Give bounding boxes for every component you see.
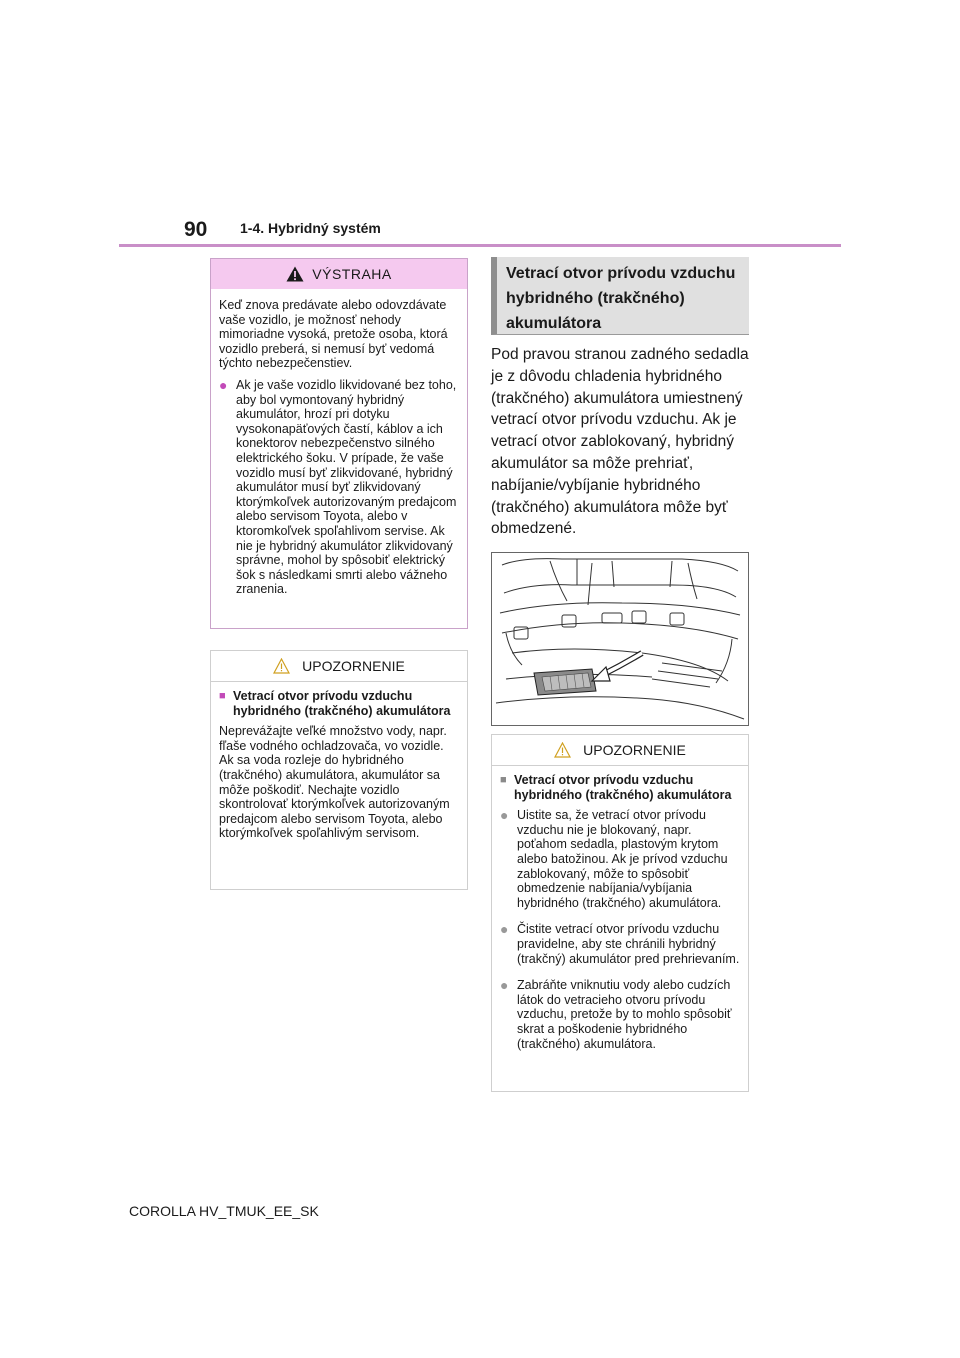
footer-model: COROLLA HV_TMUK_EE_SK: [129, 1203, 319, 1219]
warning-header: [211, 259, 467, 289]
notice-title: UPOZORNENIE: [302, 658, 405, 674]
square-bullet-icon: ■: [219, 690, 226, 702]
section-heading: Vetrací otvor prívodu vzduchu hybridného (trakčného) akumulátora: [491, 257, 749, 335]
notice-subheading: [219, 689, 459, 718]
square-bullet-icon: ■: [500, 774, 507, 786]
list-item: [500, 922, 740, 966]
section-title: 1-4. Hybridný systém: [240, 220, 381, 236]
page-number: 90: [184, 218, 208, 241]
rear-seat-vent-drawing: [492, 553, 748, 725]
notice-bullet-text: Zabráňte vniknutiu vody alebo cudzích látok do vetracieho otvoru prívodu vzduchu, pretože by to mohlo spôsobiť skrat a poškodenie hybridného (trakčného) akumulátora.: [517, 978, 732, 1051]
notice-title: UPOZORNENIE: [583, 742, 686, 758]
list-item: [500, 808, 740, 910]
notice-header: [492, 735, 748, 766]
notice-body: Neprevážajte veľké množstvo vody, napr. fľaše vodného ochladzovača, vo vozidle. Ak sa voda rozleje do hybridného (trakčného) akumulátora, akumulátor sa môže poškodiť. Nechajte vozidlo skontrolovať ktorýmkoľvek autorizovaným predajcom alebo servisom Toyota, alebo ktorýmkoľvek spoľahlivým servisom.: [219, 724, 450, 841]
notice-subheading-text: Vetrací otvor prívodu vzduchu hybridného (trakčného) akumulátora: [514, 773, 732, 802]
bullet-dot-icon: ●: [500, 807, 509, 824]
rear-seat-illustration: [491, 552, 749, 726]
warning-box: [210, 258, 468, 629]
list-item: [219, 378, 459, 597]
list-item: [500, 978, 740, 1051]
header-rule: [119, 244, 841, 247]
bullet-dot-icon: ●: [219, 376, 228, 393]
notice-subheading-text: Vetrací otvor prívodu vzduchu hybridného (trakčného) akumulátora: [233, 689, 451, 718]
warning-triangle-icon: [286, 266, 304, 282]
main-paragraph: Pod pravou stranou zadného sedadla je z dôvodu chladenia hybridného (trakčného) akumulátora umiestnený vetrací otvor prívodu vzduchu. Ak je vetrací otvor zablokovaný, hybridný akumulátor sa môže prehriať, nabíjanie/vybíjanie hybridného (trakčného) akumulátora môže byť obmedzené.: [491, 346, 749, 538]
notice-bullet-text: Uistite sa, že vetrací otvor prívodu vzduchu nie je blokovaný, napr. poťahom sedadla, plastovým krytom alebo batožinou. Ak je prívod vzduchu zablokovaný, môže to spôsobiť obmedzenie nabíjania/vybíjania hybridného (trakčného) akumulátora.: [517, 808, 728, 910]
warning-title: VÝSTRAHA: [312, 266, 392, 282]
caution-triangle-icon: [273, 658, 290, 674]
notice-box-left: [210, 650, 468, 890]
caution-triangle-icon: [554, 742, 571, 758]
notice-header: [211, 651, 467, 682]
notice-subheading: [500, 773, 740, 802]
notice-box-right: [491, 734, 749, 1092]
bullet-dot-icon: ●: [500, 921, 509, 938]
notice-bullet-text: Čistite vetrací otvor prívodu vzduchu pravidelne, aby ste chránili hybridný (trakčný) akumulátor pred prehrievaním.: [517, 922, 740, 966]
warning-bullet-text: Ak je vaše vozidlo likvidované bez toho, aby bol vymontovaný hybridný akumulátor, hrozí pri dotyku vysokonapäťových častí, káblov a ich konektorov nebezpečenstvo silného elektrického šoku. V prípade, že vaše vozidlo musí byť zlikvidované, hybridný akumulátor musí byť zlikvidovaný ktorýmkoľvek autorizovaným predajcom alebo servisom Toyota, alebo v ktoromkoľvek spoľahlivom servise. Ak nie je hybridný akumulátor zlikvidovaný správne, mohol by spôsobiť elektrický šok s následkami smrti alebo vážneho zranenia.: [236, 377, 457, 597]
bullet-dot-icon: ●: [500, 977, 509, 994]
warning-intro: Keď znova predávate alebo odovzdávate vaše vozidlo, je možnosť nehody mimoriadne vysoká, pretože osoba, ktorá vozidlo preberá, si nemusí byť vedomá týchto nebezpečenstiev.: [219, 298, 448, 371]
